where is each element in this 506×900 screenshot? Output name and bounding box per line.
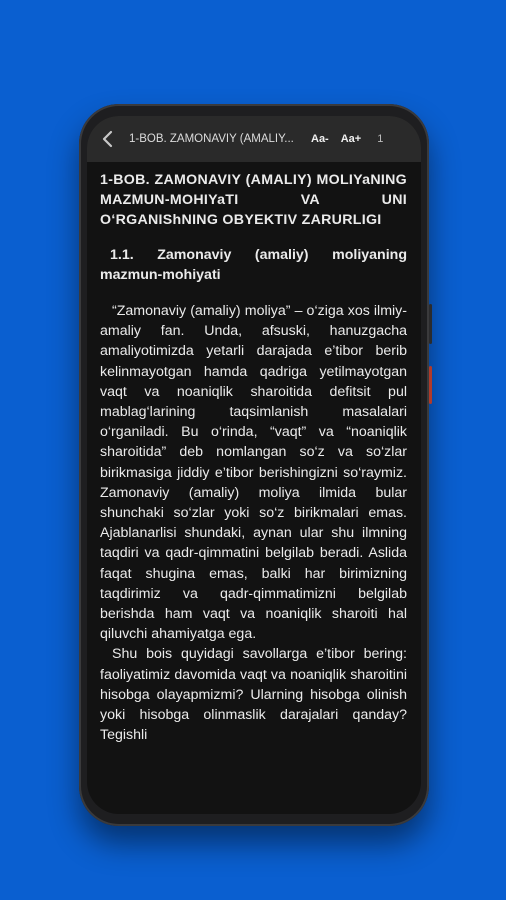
paragraph: Shu bois quyidagi savollarga e’tibor bering: faoliyatimiz davomida vaqt va noaniqlik sharoitini hisobga olayapmizmi? Ularning hisobga olinish yoki hisobga olinmaslik darajalari qanday? Tegishli	[100, 646, 407, 744]
font-decrease-button[interactable]: Aa-	[311, 133, 329, 145]
paragraph: “Zamonaviy (amaliy) moliya” – o‘ziga xos ilmiy-amaliy fan. Unda, afsuski, hanuzgacha amaliyotimizda yetarli darajada e’tibor berib kelinmayotgan hamda qadriga yetilmayotgan vaqt va noaniqlik sharoitida defitsit pul mablag‘larining taqsimlanish masalalari o‘rganiladi. Bu o‘rinda, “vaqt” va “noaniqlik sharoitida” deb nomlangan so‘z va so‘zlar birikmasiga jiddiy e’tibor berishingizni so‘raymiz. Zamonaviy (amaliy) moliya ilmida bular shunchaki so‘zlar yoki so‘z birikmalari emas. Ajablanarlisi shundaki, aynan ular shu ilmning taqdiri va qadr-qimmatini belgilab beradi. Aslida faqat shugina emas, balki har birimizning taqdirimiz va qadr-qimmatimizni belgilab berishda ham vaqt va noaniqlik sharoiti hal qiluvchi ahamiyatga ega.	[100, 303, 407, 643]
volume-button	[429, 304, 432, 344]
phone-frame	[79, 104, 429, 826]
book-title: 1-BOB. ZAMONAVIY (AMALIY...	[129, 133, 294, 145]
section-heading: 1.1. Zamonaviy (amaliy) moliyaning mazmun-mohiyati	[100, 246, 407, 283]
reader-content	[100, 170, 407, 745]
font-increase-button[interactable]: Aa+	[340, 133, 362, 145]
page-number: 1	[377, 133, 384, 145]
chevron-left-icon	[101, 130, 115, 148]
back-button[interactable]	[87, 116, 129, 162]
chapter-heading: 1-BOB. ZAMONAVIY (AMALIY) MOLIYaNING MAZMUN-MOHIYaTI VA UNI O‘RGANIShNING OBYEKTIV ZARURLIGI	[100, 172, 407, 229]
reader-screen	[87, 116, 421, 814]
reader-toolbar	[87, 116, 421, 162]
power-button	[429, 366, 432, 404]
